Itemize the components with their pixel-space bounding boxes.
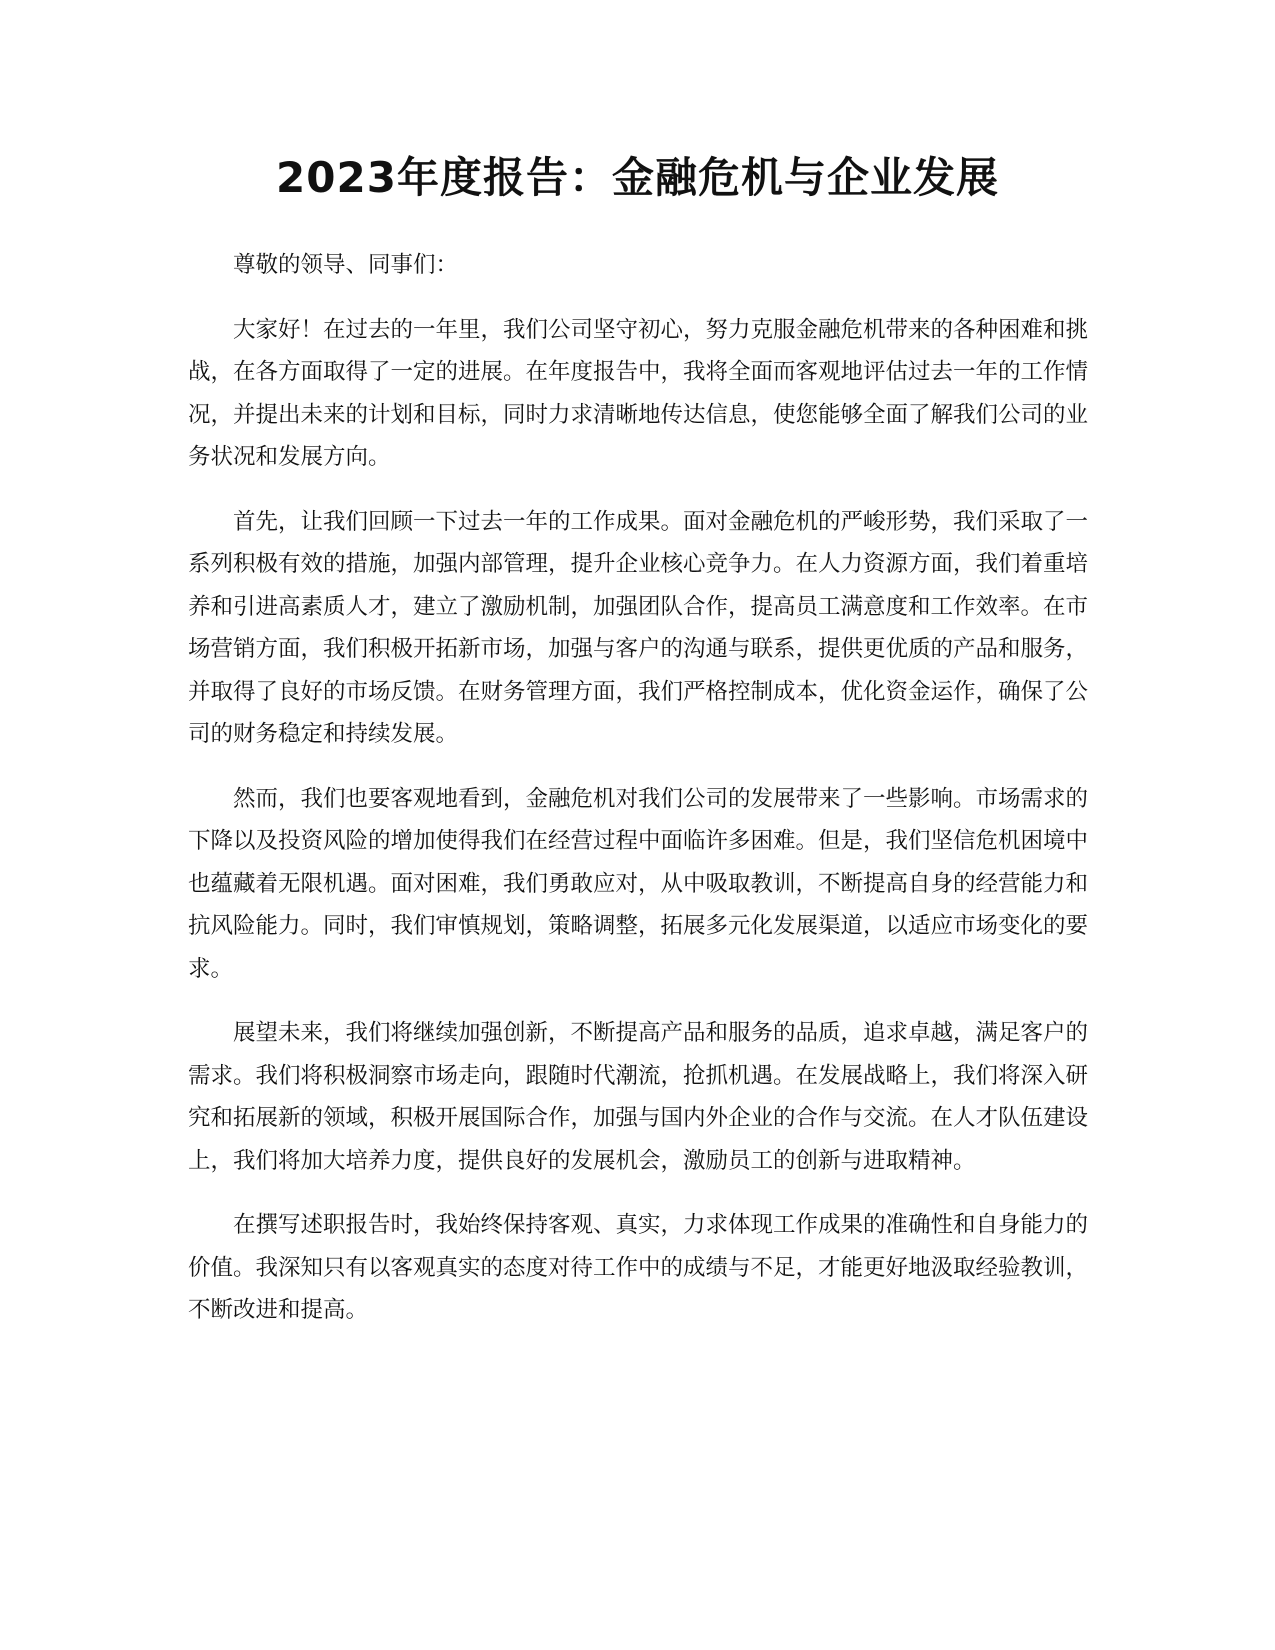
body-paragraph: 在撰写述职报告时，我始终保持客观、真实，力求体现工作成果的准确性和自身能力的价值。我深知只有以客观真实的态度对待工作中的成绩与不足，才能更好地汲取经验教训，不断改进和提高。 (188, 1212, 1089, 1323)
body-paragraph: 大家好！在过去的一年里，我们公司坚守初心，努力克服金融危机带来的各种困难和挑战，在各方面取得了一定的进展。在年度报告中，我将全面而客观地评估过去一年的工作情况，并提出未来的计划和目标，同时力求清晰地传达信息，使您能够全面了解我们公司的业务状况和发展方向。 (188, 316, 1089, 470)
body-paragraph: 首先，让我们回顾一下过去一年的工作成果。面对金融危机的严峻形势，我们采取了一系列积极有效的措施，加强内部管理，提升企业核心竞争力。在人力资源方面，我们着重培养和引进高素质人才，建立了激励机制，加强团队合作，提高员工满意度和工作效率。在市场营销方面，我们积极开拓新市场，加强与客户的沟通与联系，提供更优质的产品和服务，并取得了良好的市场反馈。在财务管理方面，我们严格控制成本，优化资金运作，确保了公司的财务稳定和持续发展。 (188, 508, 1089, 747)
body-paragraph: 展望未来，我们将继续加强创新，不断提高产品和服务的品质，追求卓越，满足客户的需求。我们将积极洞察市场走向，跟随时代潮流，抢抓机遇。在发展战略上，我们将深入研究和拓展新的领域，积极开展国际合作，加强与国内外企业的合作与交流。在人才队伍建设上，我们将加大培养力度，提供良好的发展机会，激励员工的创新与进取精神。 (188, 1020, 1089, 1174)
document-title: 2023年度报告：金融危机与企业发展 (276, 153, 999, 202)
document-body (188, 244, 1088, 1354)
body-paragraph: 然而，我们也要客观地看到，金融危机对我们公司的发展带来了一些影响。市场需求的下降以及投资风险的增加使得我们在经营过程中面临许多困难。但是，我们坚信危机困境中也蕴藏着无限机遇。面对困难，我们勇敢应对，从中吸取教训，不断提高自身的经营能力和抗风险能力。同时，我们审慎规划，策略调整，拓展多元化发展渠道，以适应市场变化的要求。 (188, 785, 1089, 982)
salutation-paragraph: 尊敬的领导、同事们： (233, 252, 459, 278)
